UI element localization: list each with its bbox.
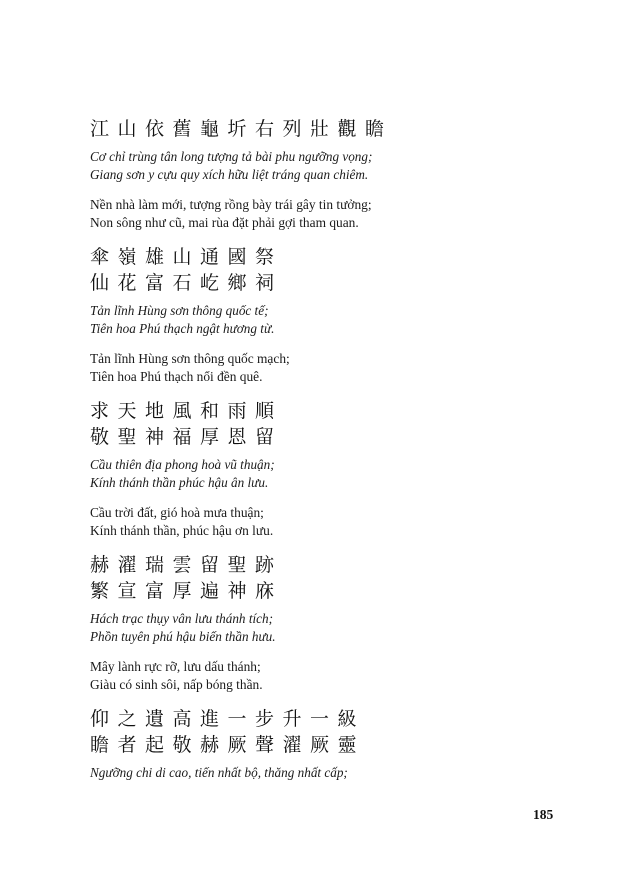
translation-line: Nền nhà làm mới, tượng rồng bày trái gây tin tưởng; (90, 197, 372, 212)
translation-line: Mây lành rực rỡ, lưu dấu thánh; (90, 659, 261, 674)
stanza-4 (90, 552, 560, 693)
han-line: 江山依舊龜圻右列壯觀瞻 (90, 118, 393, 140)
transliteration-line: Tiên hoa Phú thạch ngật hương từ. (90, 320, 275, 336)
transliteration (90, 456, 560, 491)
transliteration (90, 610, 560, 645)
transliteration-line: Hách trạc thụy vân lưu thánh tích; (90, 611, 273, 626)
transliteration-line: Phồn tuyên phú hậu biến thần hưu. (90, 628, 276, 644)
stanza-3 (90, 398, 560, 539)
transliteration-line: Kính thánh thần phúc hậu ân lưu. (90, 474, 269, 490)
transliteration-line: Cầu thiên địa phong hoà vũ thuận; (90, 457, 275, 472)
han-line: 瞻者起敬赫厥聲濯厥靈 (90, 734, 366, 756)
translation (90, 350, 560, 385)
transliteration (90, 148, 560, 183)
han-line: 求天地風和雨順 (90, 400, 283, 422)
transliteration-line: Giang sơn y cựu quy xích hữu liệt tráng quan chiêm. (90, 166, 369, 182)
stanza-5 (90, 706, 560, 782)
transliteration-line: Ngưỡng chi di cao, tiến nhất bộ, thăng nhất cấp; (90, 765, 348, 780)
translation (90, 504, 560, 539)
stanza-2 (90, 244, 560, 385)
translation-line: Kính thánh thần, phúc hậu ơn lưu. (90, 522, 274, 538)
transliteration-line: Cơ chỉ trùng tân long tượng tả bài phu ngưỡng vọng; (90, 149, 373, 164)
han-line: 仰之遺高進一步升一級 (90, 708, 366, 730)
translation-line: Tản lĩnh Hùng sơn thông quốc mạch; (90, 351, 290, 366)
stanza-1 (90, 116, 560, 231)
translation-line: Cầu trời đất, gió hoà mưa thuận; (90, 505, 264, 520)
han-line: 繁宣富厚遍神庥 (90, 580, 283, 602)
translation-line: Non sông như cũ, mai rùa đặt phải gợi tham quan. (90, 214, 359, 230)
transliteration-line: Tản lĩnh Hùng sơn thông quốc tế; (90, 303, 269, 318)
translation-line: Tiên hoa Phú thạch nổi đền quê. (90, 368, 263, 384)
han-line: 赫濯瑞雲留聖跡 (90, 554, 283, 576)
han-line: 仙花富石屹鄉祠 (90, 272, 283, 294)
translation-line: Giàu có sinh sôi, nấp bóng thần. (90, 676, 263, 692)
translation (90, 196, 560, 231)
page-number: 185 (533, 807, 554, 822)
translation (90, 658, 560, 693)
transliteration (90, 764, 560, 782)
transliteration (90, 302, 560, 337)
poem-body (90, 116, 560, 782)
han-line: 敬聖神福厚恩留 (90, 426, 283, 448)
han-line: 傘嶺雄山通國祭 (90, 246, 283, 268)
